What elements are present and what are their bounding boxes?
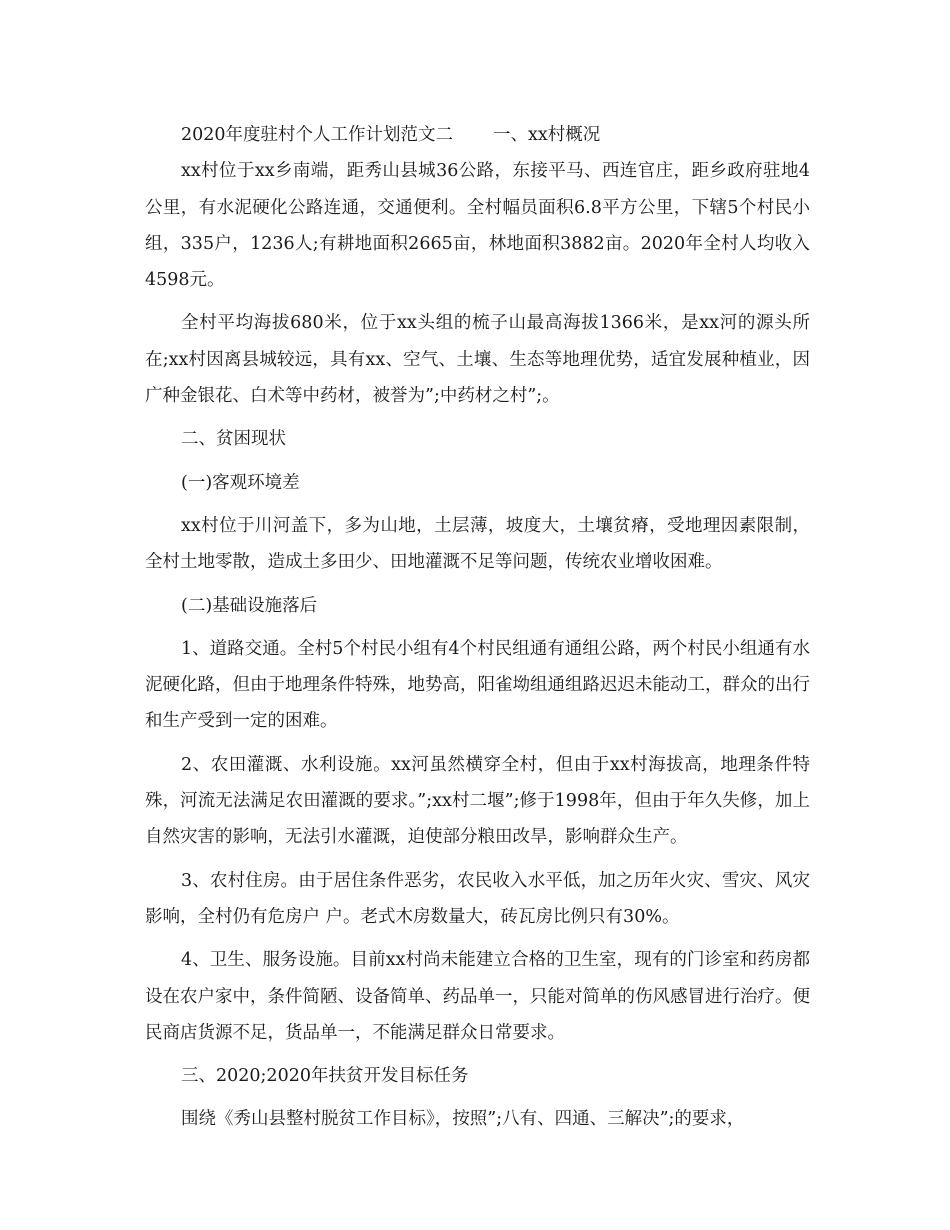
subheading-environment: (一)客观环境差 [181,472,300,493]
paragraph-environment: xx村位于川河盖下，多为山地，土层薄，坡度大，土壤贫瘠，受地理因素限制，全村土地零散，造成土多田少、田地灌溉不足等问题，传统农业增收困难。 [145,515,810,573]
paragraph-roads: 1、道路交通。全村5个村民小组有4个村民组通有通组公路，两个村民小组通有水泥硬化路，但由于地理条件特殊，地势高，阳雀坳组通组路迟迟未能动工，群众的出行和生产受到一定的困难。 [145,638,810,732]
paragraph-housing: 3、农村住房。由于居住条件恶劣，农民收入水平低，加之历年火灾、雪灾、风灾影响，全村仍有危房户 户。老式木房数量大，砖瓦房比例只有30%。 [145,870,810,927]
section-heading-poverty: 二、贫困现状 [181,429,286,450]
subheading-infrastructure: (二)基础设施落后 [181,595,318,616]
document-title-line [145,117,810,153]
section-heading-overview: 一、xx村概况 [493,125,601,145]
paragraph-village-altitude: 全村平均海拔680米，位于xx头组的梳子山最高海拔1366米，是xx河的源头所在;xx村因离县城较远，具有xx、空气、土壤、生态等地理优势，适宜发展种植业，因广种金银花、白术等中药材，被誉为”;中药材之村”;。 [145,313,810,407]
paragraph-targets-intro: 围绕《秀山县整村脱贫工作目标》，按照”;八有、四通、三解决”;的要求， [181,1109,745,1130]
paragraph-health-services: 4、卫生、服务设施。目前xx村尚未能建立合格的卫生室，现有的门诊室和药房都设在农户家中，条件简陋、设备简单、药品单一，只能对简单的伤风感冒进行治疗。便民商店货源不足，货品单一，不能满足群众日常要求。 [145,950,810,1043]
section-heading-targets: 三、2020;2020年扶贫开发目标任务 [181,1066,469,1087]
document-body [145,117,810,1138]
document-title: 2020年度驻村个人工作计划范文二 [181,125,454,145]
paragraph-irrigation: 2、农田灌溉、水利设施。xx河虽然横穿全村，但由于xx村海拔高，地理条件特殊，河流无法满足农田灌溉的要求。”;xx村二堰”;修于1998年，但由于年久失修，加上自然灾害的影响，无法引水灌溉，迫使部分粮田改旱，影响群众生产。 [145,754,810,848]
paragraph-village-location: xx村位于xx乡南端，距秀山县城36公路，东接平马、西连官庄，距乡政府驻地4公里，有水泥硬化公路连通，交通便利。全村幅员面积6.8平方公里，下辖5个村民小组，335户，1236人;有耕地面积2665亩，林地面积3882亩。2020年全村人均收入4598元。 [145,161,810,291]
